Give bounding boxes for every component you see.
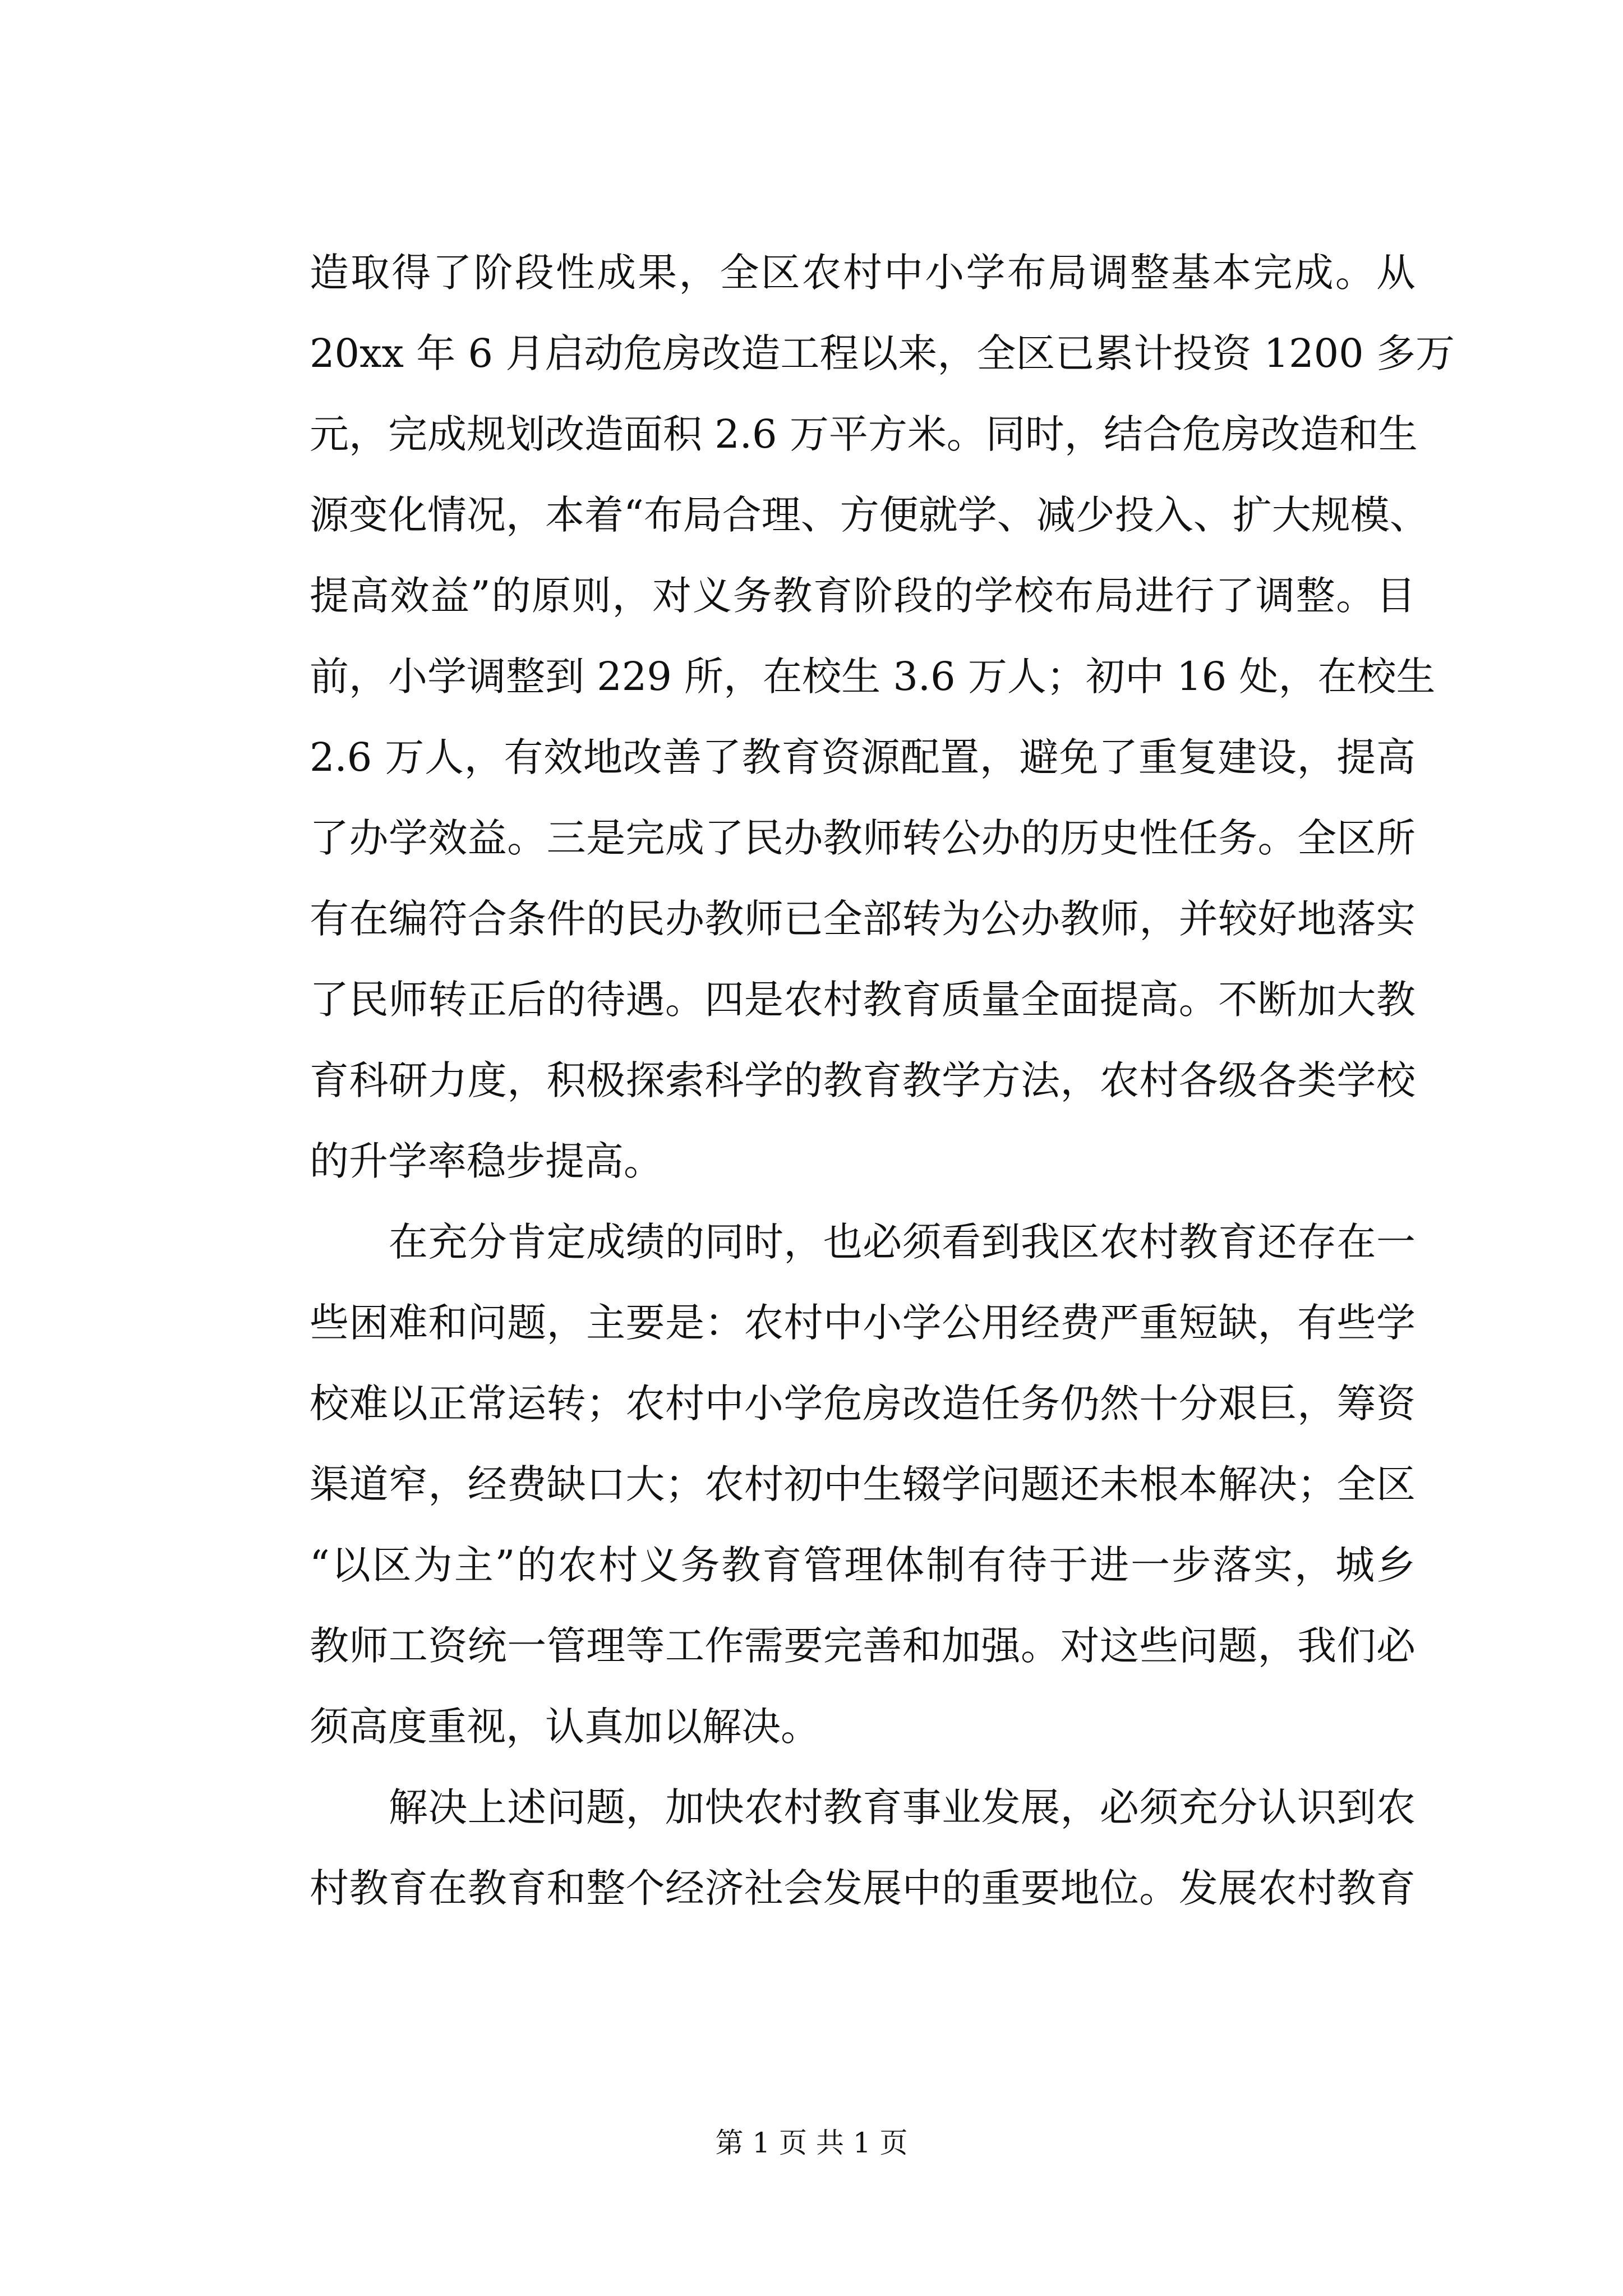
text-line: 有在编符合条件的民办教师已全部转为公办教师，并较好地落实 — [310, 896, 1415, 942]
text-line: 些困难和问题，主要是：农村中小学公用经费严重短缺，有些学 — [310, 1300, 1415, 1346]
text-line: 元，完成规划改造面积 2.6 万平方米。同时，结合危房改造和生 — [310, 411, 1418, 457]
text-line: 在充分肯定成绩的同时，也必须看到我区农村教育还存在一 — [310, 1219, 1415, 1265]
text-line: 2.6 万人，有效地改善了教育资源配置，避免了重复建设，提高 — [310, 734, 1415, 780]
text-line: 提高效益”的原则，对义务教育阶段的学校布局进行了调整。目 — [310, 573, 1415, 619]
text-line: 解决上述问题，加快农村教育事业发展，必须充分认识到农 — [310, 1784, 1415, 1830]
text-line: “以区为主”的农村义务教育管理体制有待于进一步落实，城乡 — [310, 1542, 1415, 1588]
text-line: 育科研力度，积极探索科学的教育教学方法，农村各级各类学校 — [310, 1057, 1415, 1103]
text-line: 20xx 年 6 月启动危房改造工程以来，全区已累计投资 1200 多万 — [310, 330, 1455, 376]
text-line: 前，小学调整到 229 所，在校生 3.6 万人；初中 16 处，在校生 — [310, 654, 1436, 700]
text-line: 须高度重视，认真加以解决。 — [310, 1704, 820, 1750]
text-line: 教师工资统一管理等工作需要完善和加强。对这些问题，我们必 — [310, 1623, 1415, 1669]
text-line: 的升学率稳步提高。 — [310, 1138, 663, 1184]
text-line: 渠道窄，经费缺口大；农村初中生辍学问题还未根本解决；全区 — [310, 1461, 1415, 1507]
text-line: 源变化情况，本着“布局合理、方便就学、减少投入、扩大规模、 — [310, 492, 1429, 538]
page-number: 第 1 页 共 1 页 — [715, 2127, 908, 2159]
page-footer — [0, 2126, 1623, 2160]
text-line: 村教育在教育和整个经济社会发展中的重要地位。发展农村教育 — [310, 1865, 1415, 1911]
body-text — [310, 232, 1455, 1929]
text-line: 校难以正常运转；农村中小学危房改造任务仍然十分艰巨，筹资 — [310, 1381, 1415, 1427]
text-line: 了民师转正后的待遇。四是农村教育质量全面提高。不断加大教 — [310, 977, 1415, 1023]
text-line: 了办学效益。三是完成了民办教师转公办的历史性任务。全区所 — [310, 815, 1415, 861]
text-line: 造取得了阶段性成果，全区农村中小学布局调整基本完成。从 — [310, 250, 1415, 296]
